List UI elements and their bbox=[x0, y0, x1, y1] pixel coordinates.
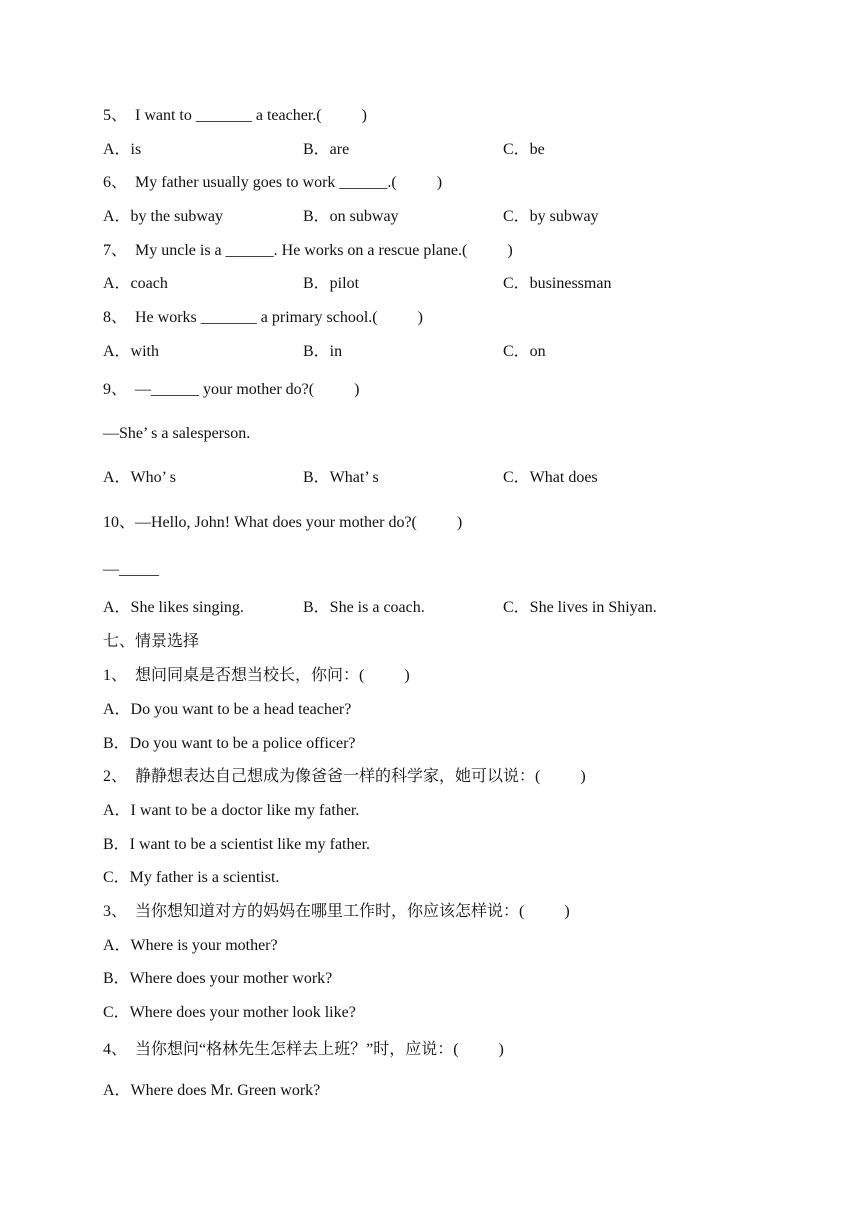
scenario-2-stem: 2、 静静想表达自己想成为像爸爸一样的科学家，她可以说：( ) bbox=[103, 768, 586, 785]
question-10-option-b: B．She is a coach. bbox=[303, 599, 425, 616]
scenario-3-option-c: C．Where does your mother look like? bbox=[103, 1004, 356, 1021]
question-8-option-c: C．on bbox=[503, 343, 546, 360]
scenario-3-option-a: A．Where is your mother? bbox=[103, 937, 278, 954]
scenario-1-option-b: B．Do you want to be a police officer? bbox=[103, 735, 356, 752]
question-5-stem: 5、 I want to _______ a teacher.( ) bbox=[103, 107, 367, 124]
question-5-option-a: A．is bbox=[103, 141, 142, 158]
question-7-option-a: A．coach bbox=[103, 275, 168, 292]
question-6-option-a: A．by the subway bbox=[103, 208, 223, 225]
question-7-option-b: B．pilot bbox=[303, 275, 360, 292]
scenario-3-option-b: B．Where does your mother work? bbox=[103, 970, 333, 987]
question-8-stem: 8、 He works _______ a primary school.( ) bbox=[103, 309, 423, 326]
question-5-option-b: B．are bbox=[303, 141, 350, 158]
scenario-4-stem: 4、 当你想问“格林先生怎样去上班？”时，应说：( ) bbox=[103, 1041, 504, 1058]
question-8-option-a: A．with bbox=[103, 343, 160, 360]
scenario-4-option-a: A．Where does Mr. Green work? bbox=[103, 1082, 321, 1099]
scenario-2-option-a: A．I want to be a doctor like my father. bbox=[103, 802, 360, 819]
question-9-option-a: A．Who’ s bbox=[103, 469, 177, 486]
question-5-option-c: C．be bbox=[503, 141, 545, 158]
question-7-stem: 7、 My uncle is a ______. He works on a rescue plane.( ) bbox=[103, 242, 513, 259]
question-9-stem: 9、 —______ your mother do?( ) bbox=[103, 381, 360, 398]
scenario-1-option-a: A．Do you want to be a head teacher? bbox=[103, 701, 352, 718]
question-10-reply: —_____ bbox=[103, 561, 159, 578]
scenario-3-stem: 3、 当你想知道对方的妈妈在哪里工作时，你应该怎样说：( ) bbox=[103, 903, 570, 920]
question-9-reply: —She’ s a salesperson. bbox=[103, 425, 251, 442]
question-9-option-c: C．What does bbox=[503, 469, 598, 486]
question-8-option-b: B．in bbox=[303, 343, 343, 360]
scenario-1-stem: 1、 想问同桌是否想当校长，你问：( ) bbox=[103, 667, 410, 684]
question-10-stem: 10、—Hello, John! What does your mother do?( ) bbox=[103, 514, 463, 531]
question-7-option-c: C．businessman bbox=[503, 275, 612, 292]
question-6-stem: 6、 My father usually goes to work ______.( ) bbox=[103, 174, 443, 191]
question-10-option-a: A．She likes singing. bbox=[103, 599, 244, 616]
scenario-2-option-b: B．I want to be a scientist like my father. bbox=[103, 836, 371, 853]
question-6-option-b: B．on subway bbox=[303, 208, 399, 225]
scenario-2-option-c: C．My father is a scientist. bbox=[103, 869, 280, 886]
section-title: 七、情景选择 bbox=[103, 633, 200, 650]
question-6-option-c: C．by subway bbox=[503, 208, 599, 225]
question-9-option-b: B．What’ s bbox=[303, 469, 379, 486]
question-10-option-c: C．She lives in Shiyan. bbox=[503, 599, 657, 616]
